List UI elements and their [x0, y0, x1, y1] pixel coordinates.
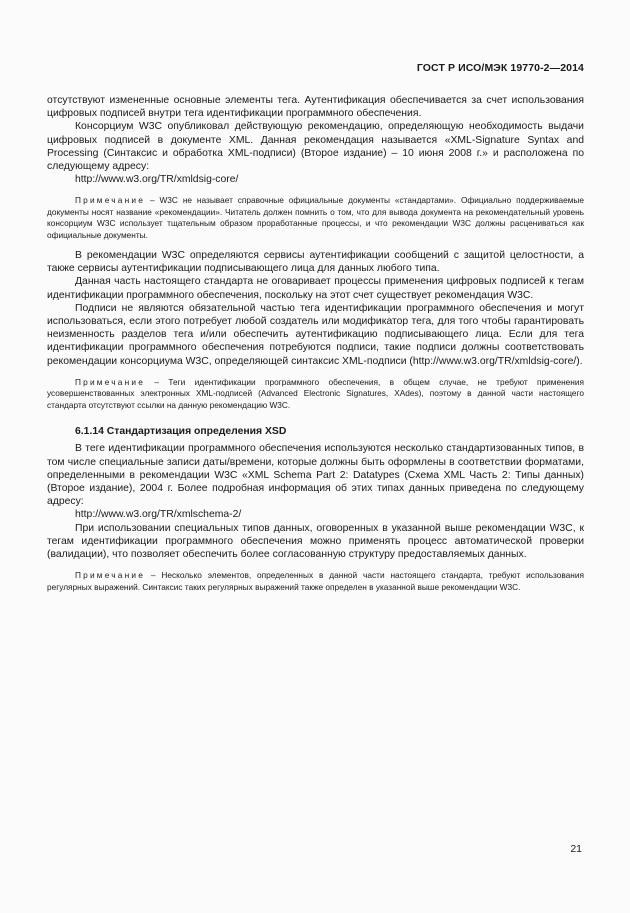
page-number: 21: [570, 843, 582, 855]
paragraph-2: Консорциум W3C опубликовал действующую рекомендацию, определяющую необходимость выдачи цифровых подписей в документе XML. Данная рекомендация называется «XML-Signature Syntax and Processing (Синтаксис и обработка XML-подписи) (Второе издание) – 10 июня 2008 г.» и расположена по следующему адресу:: [47, 121, 584, 173]
paragraph-5: Подписи не являются обязательной частью тега идентификации программного обеспечения и могут использоваться, если этого потребует любой создатель или модификатор тега, для того чтобы гарантировать неизменность разделов тега и/или обеспечить аутентификацию подписывающего лица. Если для тега идентификации программного обеспечения потребуются подписи, такие подписи должны соответствовать рекомендации консорциума W3C, определяющей синтаксис XML-подписи (http://www.w3.org/TR/xmldsig-core/).: [47, 302, 584, 367]
note-1-label: Примечание: [75, 195, 146, 206]
paragraph-1: отсутствуют измененные основные элементы тега. Аутентификация обеспечивается за счет использования цифровых подписей внутри тега идентификации программного обеспечения.: [47, 95, 584, 120]
paragraph-4: Данная часть настоящего стандарта не оговаривает процессы применения цифровых подписей к тегам идентификации программного обеспечения, поскольку на этот счет существует рекомендация W3C.: [47, 276, 584, 301]
note-2-label: Примечание: [75, 376, 146, 387]
paragraph-6: В теге идентификации программного обеспечения используются несколько стандартизованных типов, в том числе специальные записи даты/времени, которые должны быть оформлены в соответствии форматами, определенными в рекомендации W3C «XML Schema Part 2: Datatypes (Схема XML Часть 2: Типы данных) (Второе издание), 2004 г. Более подробная информация об этих типах данных приведена по следующему адресу:: [47, 443, 584, 508]
note-1: [47, 195, 584, 241]
page-content: [47, 94, 584, 601]
paragraph-7: При использовании специальных типов данных, оговоренных в указанной выше рекомендации W3C, к тегам идентификации программного обеспечения можно применять процесс автоматической проверки (валидации), что позволяет обеспечить более согласованную структуру предоставляемых данных.: [47, 522, 584, 560]
note-2: [47, 377, 584, 411]
page-header-standard-id: ГОСТ Р ИСО/МЭК 19770-2—2014: [416, 62, 584, 74]
note-3: [47, 570, 584, 593]
section-title-6-1-14: 6.1.14 Стандартизация определения XSD: [75, 426, 287, 438]
paragraph-3: В рекомендации W3C определяются сервисы аутентификации сообщений с защитой целостности, а также сервисы аутентификации подписывающего лица для данных любого типа.: [47, 250, 584, 275]
url-xmldsig[interactable]: http://www.w3.org/TR/xmldsig-core/: [75, 174, 239, 186]
note-3-label: Примечание: [75, 570, 146, 581]
note-3-text: – Несколько элементов, определенных в данной части настоящего стандарта, требуют использования регулярных выражений. Синтаксис таких регулярных выражений также определен в указанной выше рекомендации W3C.: [47, 570, 584, 592]
url-xmlschema[interactable]: http://www.w3.org/TR/xmlschema-2/: [75, 509, 242, 521]
note-2-text: – Теги идентификации программного обеспечения, в общем случае, не требуют применения усовершенствованных электронных XML-подписей (Advanced Electronic Signatures, XAdes), поэтому в данной части настоящего стандарта отсутствуют ссылки на данную рекомендацию W3C.: [47, 376, 584, 410]
note-1-text: – W3C не называет справочные официальные документы «стандартами». Официально поддерживаемые документы носят название «рекомендации». Читатель должен помнить о том, что для вывода документа на рекомендательный уровень консорциум W3C использует тщательным образом проработанные процессы, и что рекомендации W3C должны расцениваться как официальные документы.: [47, 195, 584, 240]
